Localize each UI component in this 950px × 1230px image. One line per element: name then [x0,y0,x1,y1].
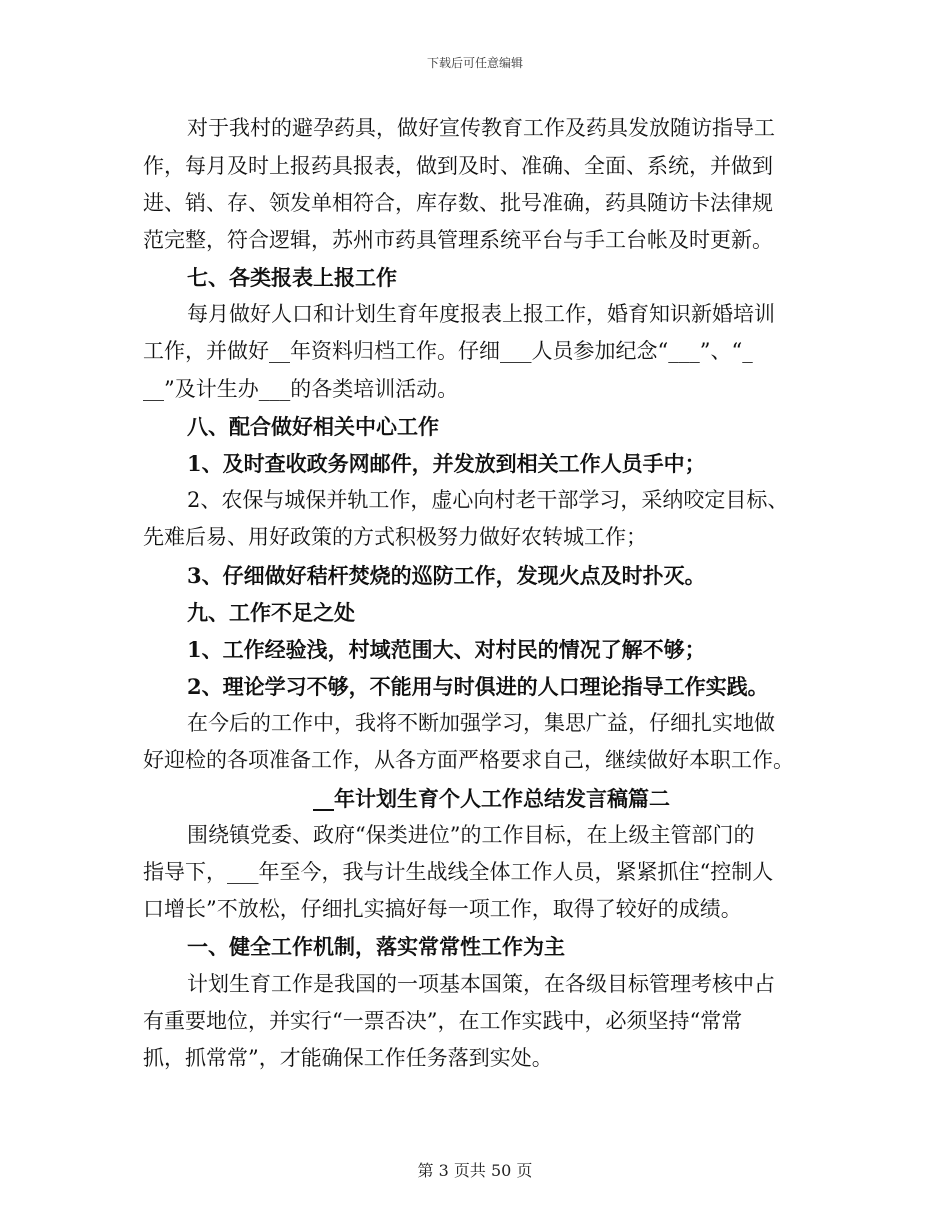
paragraph-line: 抓，抓常常”，才能确保工作任务落到实处。 [143,1046,553,1070]
paragraph-line: 先难后易、用好政策的方式积极努力做好农转城工作； [143,525,647,549]
paragraph-line: 围绕镇党委、政府“保类进位”的工作目标，在上级主管部门的 [187,823,755,847]
paragraph-line: 在今后的工作中，我将不断加强学习，集思广益，仔细扎实地做 [187,711,775,735]
article-title: __年计划生育个人工作总结发言稿篇二 [313,786,670,811]
paragraph-line: 作，每月及时上报药具报表，做到及时、准确、全面、系统，并做到 [143,154,773,178]
page-footer: 第 3 页共 50 页 [417,1161,533,1180]
paragraph-line: 有重要地位，并实行“一票否决”，在工作实践中，必须坚持“常常 [143,1009,743,1033]
page-header: 下载后可任意编辑 [426,56,523,70]
list-item: 3、仔细做好秸杆焚烧的巡防工作，发现火点及时扑灭。 [187,563,706,588]
list-item: 1、工作经验浅，村域范围大、对村民的情况了解不够； [187,637,706,662]
paragraph-line: 计划生育工作是我国的一项基本国策，在各级目标管理考核中占 [187,972,775,996]
list-item: 2、理论学习不够，不能用与时俱进的人口理论指导工作实践。 [187,674,769,699]
section-heading: 一、健全工作机制，落实常常性工作为主 [187,934,565,959]
section-heading: 七、各类报表上报工作 [187,265,397,290]
paragraph-line: 对于我村的避孕药具，做好宣传教育工作及药具发放随访指导工 [187,116,775,140]
paragraph-line: 进、销、存、领发单相符合，库存数、批号准确，药具随访卡法律规 [143,191,773,215]
paragraph-line: 每月做好人口和计划生育年度报表上报工作，婚育知识新婚培训 [187,302,775,326]
paragraph-line: 好迎检的各项准备工作，从各方面严格要求自己，继续做好本职工作。 [143,748,794,772]
section-heading: 八、配合做好相关中心工作 [187,414,439,439]
paragraph-line: 指导下，___年至今，我与计生战线全体工作人员，紧紧抓住“控制人 [143,860,774,884]
paragraph-line: 工作，并做好__年资料归档工作。仔细___人员参加纪念“___”、“_ [143,339,753,363]
list-item: 1、及时查收政务网邮件，并发放到相关工作人员手中； [187,451,706,476]
paragraph-line: 口增长”不放松，仔细扎实搞好每一项工作，取得了较好的成绩。 [143,897,742,921]
paragraph-line: 范完整，符合逻辑，苏州市药具管理系统平台与手工台帐及时更新。 [143,228,773,252]
list-item: 2、农保与城保并轨工作，虚心向村老干部学习，采纳咬定目标、 [187,488,789,512]
paragraph-line: __”及计生办___的各类培训活动。 [143,377,459,401]
section-heading: 九、工作不足之处 [187,600,355,625]
